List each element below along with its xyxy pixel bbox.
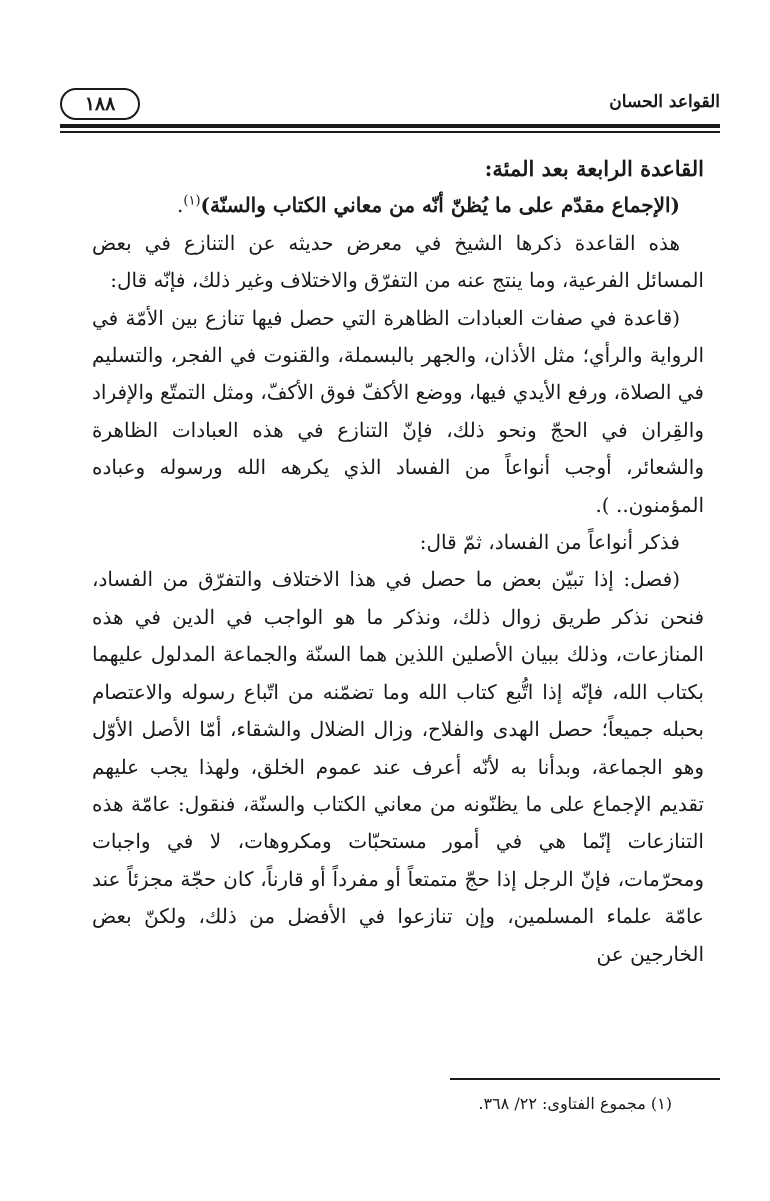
- running-title: القواعد الحسان: [609, 92, 720, 112]
- footnote: (١) مجموع الفتاوى: ٢٢/ ٣٦٨.: [478, 1094, 672, 1113]
- header-rule-thick: [60, 124, 720, 128]
- footnote-separator: [450, 1078, 720, 1080]
- rule-end: .: [177, 193, 184, 218]
- header-rule-thin: [60, 131, 720, 133]
- paragraph-quote-2: (فصل: إذا تبيّن بعض ما حصل في هذا الاختلاف والتفرّق من الفساد، فنحن نذكر طريق زوال ذلك، ونذكر ما هو الواجب في الدين في هذه المنازعات، وذلك ببيان الأصلين اللذين هما السنّة والجماعة المدلول عليهما بكتاب الله، فإنّه إذا اتُّبع كتاب الله وما تضمّنه من اتّباع رسوله والاعتصام بحبله جميعاً؛ حصل الهدى والفلاح، وزال الضلال والشقاء، أمّا الأصل الأوّل وهو الجماعة، وبدأنا به لأنّه أعرف عند عموم الخلق، ولهذا يجب عليهم تقديم الإجماع على ما يظنّونه من معاني الكتاب والسنّة، فنقول: عامّة هذه التنازعات إنّما هي في أمور مستحبّات ومكروهات، لا في واجبات ومحرّمات، فإنّ الرجل إذا حجّ متمتعاً أو مفرداً أو قارناً، كان حجّة مجزئاً عند عامّة علماء المسلمين، وإن تنازعوا في الأفضل من ذلك، ولكنّ بعض الخارجين عن: [92, 567, 705, 966]
- footnote-reference: (١): [183, 193, 201, 209]
- page-number: ١٨٨: [60, 88, 140, 120]
- paragraph-transition: فذكر أنواعاً من الفساد، ثمّ قال:: [419, 530, 680, 555]
- body-text: [92, 150, 704, 973]
- section-heading: القاعدة الرابعة بعد المئة:: [484, 156, 704, 181]
- paragraph-quote-1: (قاعدة في صفات العبادات الظاهرة التي حصل فيها تنازع بين الأمّة في الرواية والرأي؛ مثل الأذان، والجهر بالبسملة، والقنوت في الفجر، والتسليم في الصلاة، ورفع الأيدي فيها، ووضع الأكفّ فوق الأكفّ، ومثل التمتّع والإفراد والقِران في الحجّ ونحو ذلك، فإنّ التنازع في هذه العبادات الظاهرة والشعائر، أوجب أنواعاً من الفساد الذي يكرهه الله ورسوله وعباده المؤمنون.. ).: [92, 305, 704, 517]
- rule-text: (الإجماع مقدّم على ما يُظنّ أنّه من معاني الكتاب والسنّة): [200, 193, 680, 218]
- paragraph-intro: هذه القاعدة ذكرها الشيخ في معرض حديثه عن التنازع في بعض المسائل الفرعية، وما ينتج عنه من التفرّق والاختلاف وغير ذلك، فإنّه قال:: [92, 230, 704, 293]
- rule-statement: [92, 187, 704, 224]
